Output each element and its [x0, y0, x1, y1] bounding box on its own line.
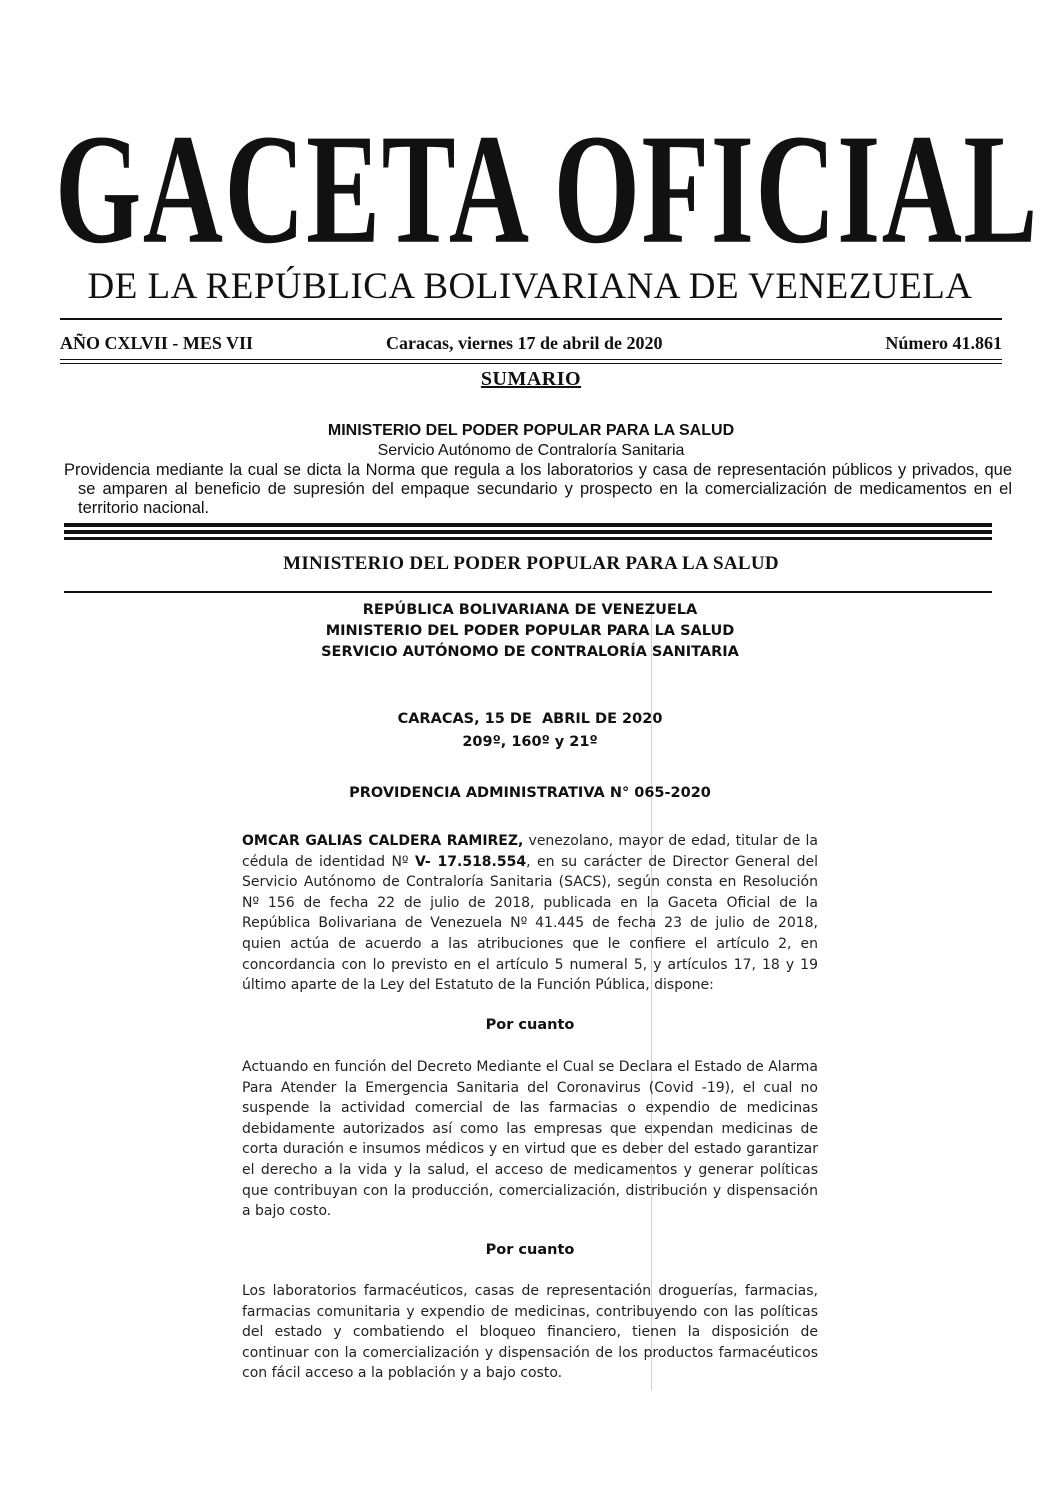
director-id: V- 17.518.554 — [415, 853, 527, 870]
sumario-entry: Providencia mediante la cual se dicta la Norma que regula a los laboratorios y casa de representación públicos y privados, que se amparen al beneficio de supresión del empaque secundario y prospecto en la comercialización de medicamentos en el territorio nacional. — [64, 461, 1012, 517]
issue-year-month: AÑO CXLVII - MES VII — [60, 333, 254, 353]
header-line-republic: REPÚBLICA BOLIVARIANA DE VENEZUELA — [362, 602, 698, 618]
info-rule-bottom — [60, 363, 1002, 364]
masthead-rule — [60, 318, 1002, 320]
gazette-title: GACETA OFICIAL — [55, 102, 1039, 277]
issue-info-line — [60, 330, 1002, 356]
section-rule-1 — [64, 523, 992, 527]
document-header — [240, 600, 820, 663]
paragraph-preamble — [242, 831, 818, 996]
por-cuanto-heading-1: Por cuanto — [485, 1017, 575, 1033]
sumario-heading: SUMARIO — [480, 368, 582, 390]
providencia-title: PROVIDENCIA ADMINISTRATIVA N° 065-2020 — [349, 785, 711, 801]
director-name: OMCAR GALIAS CALDERA RAMIREZ, — [242, 833, 524, 849]
place-date: CARACAS, 15 DE ABRIL DE 2020 — [397, 711, 663, 727]
section-rule-2 — [64, 530, 992, 534]
sumario-service: Servicio Autónomo de Contraloría Sanitaria — [377, 442, 685, 459]
gazette-subtitle: DE LA REPÚBLICA BOLIVARIANA DE VENEZUELA — [87, 266, 973, 307]
preamble-text-a: venezolano, mayor de edad, titular de la cédula de identidad Nº — [242, 833, 818, 870]
sumario-ministry: MINISTERIO DEL PODER POPULAR PARA LA SALUD — [327, 422, 735, 439]
info-rule-top — [60, 359, 1002, 360]
issue-number: Número 41.861 — [885, 333, 1002, 353]
paragraph-considerando-1: Actuando en función del Decreto Mediante el Cual se Declara el Estado de Alarma Para Atender la Emergencia Sanitaria del Coronavirus (Covid -19), el cual no suspende la actividad comercial de las farmacias o expendio de medicinas debidamente autorizados así como las empresas que expendan medicinas de corta duración e insumos médicos y en virtud que es deber del estado garantizar el derecho a la vida y la salud, el acceso de medicamentos y generar políticas que contribuyan con la producción, comercialización, distribución y dispensación a bajo costo. — [242, 1059, 818, 1220]
header-line-service: SERVICIO AUTÓNOMO DE CONTRALORÍA SANITARIA — [321, 644, 739, 660]
paragraph-considerando-2: Los laboratorios farmacéuticos, casas de representación droguerías, farmacias, farmacias comunitaria y expendio de medicinas, contribuyendo con las políticas del estado y combatiendo el bloqueo financiero, tienen la disposición de continuar con la comercialización y dispensación de los productos farmacéuticos con fácil acceso a la población y a bajo costo. — [242, 1283, 818, 1382]
section-rule-3 — [64, 537, 992, 540]
section-title: MINISTERIO DEL PODER POPULAR PARA LA SALUD — [283, 553, 779, 574]
section-title-rule — [64, 591, 992, 593]
preamble-text-b: , en su carácter de Director General del Servicio Autónomo de Contraloría Sanitaria (SACS), según consta en Resolución Nº 156 de fecha 22 de julio de 2018, publicada en la Gaceta Oficial de la República Bolivariana de Venezuela Nº 41.445 de fecha 23 de julio de 2018, quien actúa de acuerdo a las atribuciones que le confiere el artículo 2, en concordancia con lo previsto en el artículo 5 numeral 5, y artículos 17, 18 y 19 último aparte de la Ley del Estatuto de la Función Pública, dispone: — [242, 853, 818, 994]
header-line-ministry: MINISTERIO DEL PODER POPULAR PARA LA SALUD — [325, 623, 735, 639]
years-line: 209º, 160º y 21º — [462, 734, 598, 750]
document-date-block — [240, 708, 820, 754]
issue-date: Caracas, viernes 17 de abril de 2020 — [386, 333, 663, 353]
por-cuanto-heading-2: Por cuanto — [485, 1242, 575, 1258]
